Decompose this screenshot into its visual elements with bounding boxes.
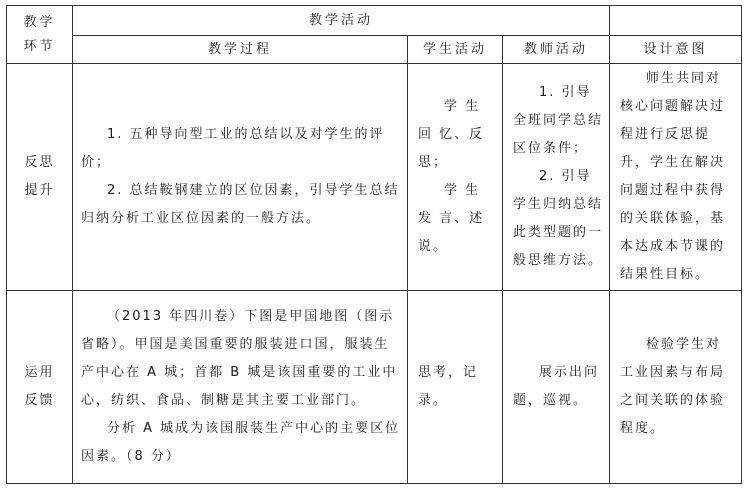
header-row-top [7, 6, 742, 36]
teacher-activity-cell [503, 64, 610, 291]
stage-label-line1: 反思 [24, 155, 55, 170]
student-activity-text: 思考，记录。 [418, 365, 479, 408]
activity-group-header: 教学活动 [73, 6, 610, 36]
student-activity-cell [408, 291, 503, 484]
process-cell [73, 291, 408, 484]
stage-label-line2: 提升 [24, 183, 55, 198]
stage-label-line1: 运用 [24, 365, 55, 380]
header-blank-cell [610, 6, 742, 36]
stage-header-line2: 环节 [23, 38, 56, 54]
process-header: 教学过程 [73, 36, 408, 64]
design-intent-text: 师生共同对核心问题解决过程进行反思提升，学生在解决问题过程中获得的关联体验，基本达成本节课的结果性目标。 [620, 71, 726, 282]
process-item-2: 2. 总结鞍钢建立的区位因素，引导学生总结归纳分析工业区位因素的一般方法。 [81, 183, 400, 226]
teacher-header: 教师活动 [503, 36, 610, 64]
student-activity-cell [408, 64, 503, 291]
teacher-activity-cell [503, 291, 610, 484]
design-intent-cell [610, 291, 742, 484]
teacher-activity-item-1: 1. 引导全班同学总结区位条件； [513, 85, 604, 156]
student-activity-item-2: 学 生 发 言、述说。 [418, 183, 485, 254]
stage-label-line2: 反馈 [24, 393, 55, 408]
design-intent-cell [610, 64, 742, 291]
stage-cell [7, 291, 73, 484]
table-row [7, 64, 742, 291]
header-row-sub [7, 36, 742, 64]
table-row [7, 291, 742, 484]
lesson-plan-table [6, 5, 742, 484]
design-intent-text: 检验学生对工业因素与布局之间关联的体验程度。 [620, 337, 726, 436]
stage-cell [7, 64, 73, 291]
student-header: 学生活动 [408, 36, 503, 64]
student-activity-item-1: 学 生 回 忆、反思； [418, 99, 485, 170]
process-cell [73, 64, 408, 291]
process-question-task: 分析 A 城成为该国服装生产中心的主要区位因素。（8 分） [81, 421, 401, 464]
design-header: 设计意图 [610, 36, 742, 64]
stage-header-line1: 教学 [23, 14, 56, 30]
process-item-1: 1. 五种导向型工业的总结以及对学生的评价； [81, 127, 385, 170]
teacher-activity-item-2: 2. 引导学生归纳总结此类型题的一般思维方法。 [513, 169, 604, 268]
stage-column-header [7, 6, 73, 64]
teacher-activity-text: 展示出问题，巡视。 [513, 365, 600, 408]
process-question-text: （2013 年四川卷）下图是甲国地图（图示省略）。甲国是美国重要的服装进口国，服装生产中心在 A 城；首都 B 城是该国重要的工业中心，纺织、食品、制糖是其主要工业部门。 [81, 309, 398, 408]
